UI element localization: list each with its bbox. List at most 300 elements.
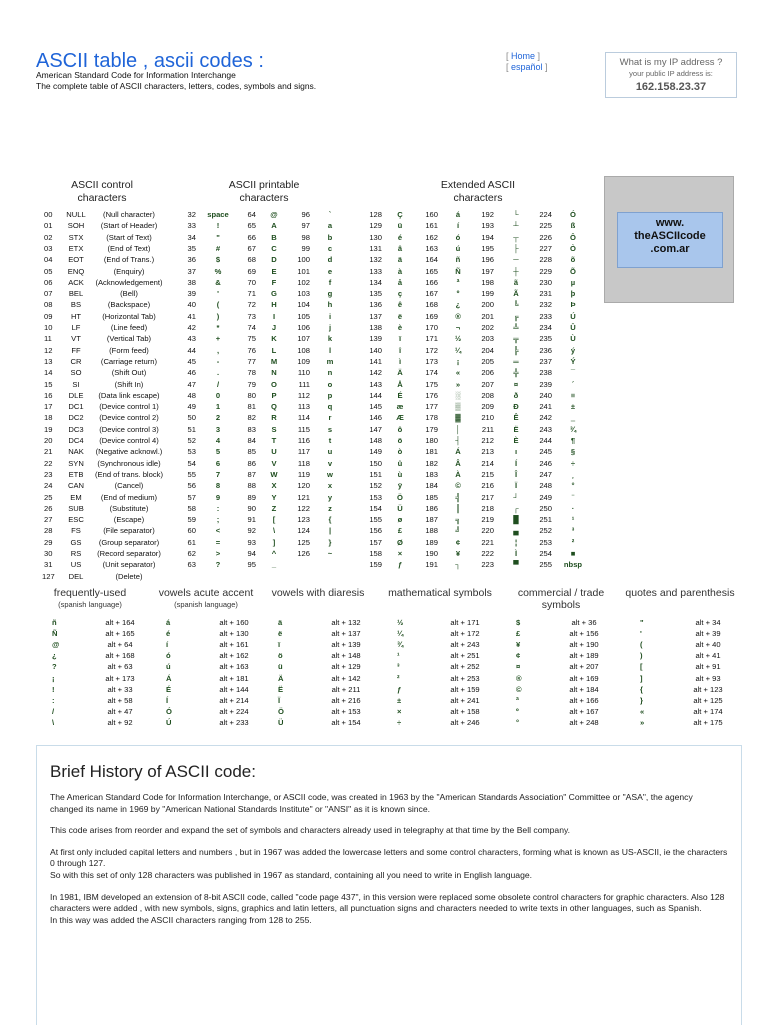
alt-code: alt + 164 xyxy=(105,618,135,627)
table-row xyxy=(0,299,768,310)
control-abbr: VT xyxy=(71,334,81,344)
printable-char: R xyxy=(271,413,277,423)
control-abbr: DLE xyxy=(68,390,84,400)
control-code: 27 xyxy=(44,515,53,525)
alt-code: alt + 92 xyxy=(107,717,133,727)
printable-code: 56 xyxy=(187,481,196,491)
printable-char: 2 xyxy=(215,413,221,423)
printable-code: 94 xyxy=(247,549,256,558)
extended-code: 200 xyxy=(481,300,494,310)
printable-char: * xyxy=(216,323,220,332)
table-row xyxy=(0,232,768,243)
extended-code: 196 xyxy=(481,255,494,265)
extended-code: 250 xyxy=(539,503,552,513)
printable-char: ^ xyxy=(271,549,277,558)
symbol-char: ü xyxy=(278,662,283,672)
symbol-char: ² xyxy=(397,673,400,683)
printable-code: 74 xyxy=(247,323,256,332)
extended-char: ã xyxy=(513,277,519,287)
extended-code: 230 xyxy=(539,277,552,287)
extended-char: ‗ xyxy=(570,413,576,423)
extended-char: ¤ xyxy=(513,379,519,389)
control-abbr: EM xyxy=(70,492,82,502)
alt-code: alt + 207 xyxy=(569,662,599,672)
printable-code: 102 xyxy=(297,277,310,287)
printable-code: 118 xyxy=(297,458,310,468)
control-abbr: SI xyxy=(72,379,80,389)
extended-char: ─ xyxy=(513,255,519,265)
printable-code: 39 xyxy=(187,289,196,299)
printable-char: g xyxy=(327,289,333,299)
control-code: 20 xyxy=(44,436,53,445)
extended-char: Ý xyxy=(570,356,576,366)
extended-code: 191 xyxy=(425,560,438,570)
table-row xyxy=(0,379,768,390)
printable-code: 123 xyxy=(297,515,310,525)
printable-code: 120 xyxy=(297,481,310,491)
extended-char: ö xyxy=(397,436,403,445)
printable-code: 70 xyxy=(247,277,256,287)
extended-char: Å xyxy=(397,379,403,389)
symbol-char: ¹ xyxy=(397,651,400,661)
symbol-char: ? xyxy=(52,662,57,672)
symbol-char: « xyxy=(640,706,645,716)
printable-code: 48 xyxy=(187,390,196,400)
control-desc: (Carriage return) xyxy=(100,356,158,366)
printable-char: < xyxy=(215,526,221,536)
extended-code: 226 xyxy=(539,232,552,242)
control-desc: (End of Trans.) xyxy=(103,255,155,265)
extended-char: û xyxy=(397,458,403,468)
extended-char: Ü xyxy=(397,503,403,513)
control-desc: (Horizontal Tab) xyxy=(102,311,156,321)
table-row xyxy=(0,401,768,412)
extended-code: 174 xyxy=(425,368,438,378)
alt-code: alt + 216 xyxy=(331,695,361,705)
control-code: 00 xyxy=(44,210,53,219)
control-abbr: DC4 xyxy=(68,436,84,445)
control-desc: (Substitute) xyxy=(109,503,149,513)
extended-code: 147 xyxy=(369,424,382,434)
extended-code: 222 xyxy=(481,549,494,558)
printable-char: p xyxy=(327,390,333,400)
extended-char: Ò xyxy=(570,243,576,253)
table-row xyxy=(0,266,768,277)
extended-char: Ø xyxy=(397,537,403,547)
extended-char: é xyxy=(397,232,403,242)
extended-char: ÿ xyxy=(397,481,403,491)
table-row xyxy=(0,503,768,514)
printable-code: 111 xyxy=(298,379,310,389)
nav-espanol: [ español ] xyxy=(506,62,548,72)
table-row xyxy=(0,435,768,446)
symbol-char: ñ xyxy=(52,618,57,627)
printable-code: 45 xyxy=(187,356,196,366)
symbol-char: º xyxy=(516,706,519,716)
symbol-char: ª xyxy=(516,695,519,705)
control-abbr: ACK xyxy=(68,277,84,287)
extended-char: ╠ xyxy=(513,345,519,355)
printable-code: 91 xyxy=(247,515,256,525)
symbol-char: ¥ xyxy=(516,640,521,650)
control-code: 05 xyxy=(44,266,53,276)
extended-char: þ xyxy=(570,289,576,299)
extended-code: 227 xyxy=(539,243,552,253)
extended-char: § xyxy=(570,447,576,457)
control-desc: (Device control 3) xyxy=(99,424,159,434)
symbol-char: ó xyxy=(166,651,171,661)
table-row xyxy=(0,537,768,548)
extended-code: 216 xyxy=(481,481,494,491)
page-title: ASCII table , ascii codes : xyxy=(36,50,264,72)
extended-char: ¨ xyxy=(571,492,575,502)
printable-code: 67 xyxy=(247,243,256,253)
printable-code: 71 xyxy=(247,289,256,299)
printable-char: _ xyxy=(271,560,277,570)
symbol-char: ¼ xyxy=(397,629,404,639)
control-code: 07 xyxy=(44,289,53,299)
table-row xyxy=(0,492,768,503)
extended-char: ╦ xyxy=(513,334,519,344)
printable-char: V xyxy=(271,458,277,468)
printable-char: ) xyxy=(216,311,220,321)
symbol-char: : xyxy=(52,695,55,705)
symbol-char: \ xyxy=(52,717,55,727)
extended-code: 251 xyxy=(539,515,552,525)
extended-char: à xyxy=(397,266,403,276)
extended-char: │ xyxy=(455,424,461,434)
printable-code: 119 xyxy=(297,469,310,479)
espanol-link[interactable]: español xyxy=(511,62,543,72)
extended-char: ║ xyxy=(455,503,461,513)
printable-char: % xyxy=(214,266,222,276)
extended-char: ¬ xyxy=(455,323,461,332)
control-code: 28 xyxy=(44,526,53,536)
control-desc: (Backspace) xyxy=(107,300,151,310)
ip-label[interactable]: What is my IP address ? xyxy=(619,57,723,68)
extended-char: ┴ xyxy=(513,221,519,231)
alt-code: alt + 132 xyxy=(331,618,361,627)
control-desc: (Record separator) xyxy=(97,549,161,558)
printable-char: ` xyxy=(328,210,332,219)
printable-char: A xyxy=(271,221,277,231)
printable-char: 0 xyxy=(215,390,221,400)
table-row xyxy=(0,412,768,423)
control-abbr: RS xyxy=(70,549,82,558)
extended-code: 148 xyxy=(369,436,382,445)
printable-char: H xyxy=(271,300,277,310)
extended-char: ø xyxy=(397,515,403,525)
control-desc: (Shift Out) xyxy=(111,368,147,378)
extended-code: 247 xyxy=(539,469,552,479)
alt-code: alt + 161 xyxy=(219,640,249,650)
extended-char: Á xyxy=(455,447,461,457)
printable-char: m xyxy=(326,356,334,366)
list-item xyxy=(0,706,768,717)
printable-code: 109 xyxy=(297,356,310,366)
extended-code: 153 xyxy=(369,492,382,502)
printable-char: + xyxy=(215,334,221,344)
table-row xyxy=(0,243,768,254)
printable-char: t xyxy=(328,436,332,445)
extended-code: 141 xyxy=(369,356,382,366)
printable-code: 80 xyxy=(247,390,256,400)
printable-char: a xyxy=(327,221,333,231)
extended-code: 152 xyxy=(369,481,382,491)
extended-code: 193 xyxy=(481,221,494,231)
extended-char: ┐ xyxy=(455,560,461,570)
printable-char: 9 xyxy=(215,492,221,502)
printable-code: 61 xyxy=(187,537,196,547)
extended-char: Ö xyxy=(397,492,403,502)
printable-code: 106 xyxy=(297,323,310,332)
printable-code: 82 xyxy=(247,413,256,423)
extended-char: Ä xyxy=(397,368,403,378)
extended-code: 159 xyxy=(369,560,382,570)
printable-code: 79 xyxy=(247,379,256,389)
extended-code: 210 xyxy=(481,413,494,423)
symbol-char: ¤ xyxy=(516,662,521,672)
alt-code: alt + 190 xyxy=(569,640,599,650)
printable-char: T xyxy=(271,436,277,445)
symbol-char: " xyxy=(640,618,644,627)
table-row xyxy=(0,333,768,344)
alt-code: alt + 47 xyxy=(107,706,133,716)
table-row xyxy=(0,548,768,559)
ip-sublabel: your public IP address is: xyxy=(629,69,713,78)
extended-code: 223 xyxy=(481,560,494,570)
alt-code: alt + 39 xyxy=(695,629,721,639)
extended-char: ╣ xyxy=(455,492,461,502)
printable-char: 4 xyxy=(215,436,221,445)
extended-code: 162 xyxy=(425,232,438,242)
alt-code: alt + 63 xyxy=(107,662,133,672)
printable-code: 50 xyxy=(187,413,196,423)
extended-code: 248 xyxy=(539,481,552,491)
extended-code: 235 xyxy=(539,334,552,344)
printable-code: 58 xyxy=(187,503,196,513)
extended-char: ³ xyxy=(571,526,575,536)
alt-code: alt + 129 xyxy=(331,662,361,672)
extended-code: 195 xyxy=(481,243,494,253)
control-desc: (Unit separator) xyxy=(102,560,156,570)
extended-code: 199 xyxy=(481,289,494,299)
printable-char: K xyxy=(271,334,277,344)
extended-code: 224 xyxy=(539,210,552,219)
extended-code: 240 xyxy=(539,390,552,400)
alt-code: alt + 144 xyxy=(219,684,249,694)
extended-code: 185 xyxy=(425,492,438,502)
extended-char: ┌ xyxy=(513,503,519,513)
extended-char: ß xyxy=(570,221,576,231)
extended-code: 165 xyxy=(425,266,438,276)
extended-char: ▄ xyxy=(513,526,519,536)
extended-code: 176 xyxy=(425,390,438,400)
printable-char: e xyxy=(327,266,333,276)
extended-char: · xyxy=(571,503,575,513)
extended-code: 246 xyxy=(539,458,552,468)
extended-char: ═ xyxy=(513,356,519,366)
extended-code: 198 xyxy=(481,277,494,287)
extended-char: ò xyxy=(397,447,403,457)
printable-char: J xyxy=(271,323,277,332)
printable-code: 125 xyxy=(297,537,310,547)
symbol-char: Ä xyxy=(278,673,284,683)
extended-char: Ú xyxy=(570,311,576,321)
alt-code: alt + 33 xyxy=(107,684,133,694)
section-title: commercial / trade symbols xyxy=(517,587,605,611)
symbol-char: © xyxy=(516,684,522,694)
printable-code: 85 xyxy=(247,447,256,457)
control-abbr: ESC xyxy=(68,515,84,525)
printable-char: [ xyxy=(272,515,276,525)
extended-code: 167 xyxy=(425,289,438,299)
printable-char: z xyxy=(328,503,332,513)
extended-char: » xyxy=(455,379,461,389)
list-item xyxy=(0,661,768,672)
extended-code: 181 xyxy=(425,447,438,457)
section-title: vowels with diaresis xyxy=(271,587,365,599)
home-link[interactable]: Home xyxy=(511,51,536,61)
alt-code: alt + 40 xyxy=(695,640,721,650)
printable-char: l xyxy=(328,345,332,355)
section-title: vowels acute accent xyxy=(158,587,254,599)
table-row xyxy=(0,356,768,367)
control-desc: (Escape) xyxy=(113,515,145,525)
extended-char: ¾ xyxy=(569,424,577,434)
printable-code: 95 xyxy=(247,560,256,570)
extended-code: 234 xyxy=(539,323,552,332)
section-subtitle: (spanish language) xyxy=(174,600,238,609)
printable-code: 35 xyxy=(187,243,196,253)
section-title: quotes and parenthesis xyxy=(625,587,735,599)
control-abbr: DC2 xyxy=(68,413,84,423)
symbol-char: [ xyxy=(640,662,643,672)
printable-char: ] xyxy=(272,537,276,547)
extended-char: á xyxy=(455,210,461,219)
alt-code: alt + 251 xyxy=(450,651,480,661)
printable-code: 52 xyxy=(187,436,196,445)
symbol-char: É xyxy=(166,684,172,694)
control-code: 24 xyxy=(44,481,53,491)
table-row xyxy=(0,514,768,525)
printable-char: = xyxy=(215,537,221,547)
alt-code: alt + 165 xyxy=(105,629,135,639)
control-code: 11 xyxy=(44,334,52,344)
extended-code: 249 xyxy=(539,492,552,502)
alt-code: alt + 93 xyxy=(695,673,721,683)
extended-code: 254 xyxy=(539,549,552,558)
symbol-char: í xyxy=(166,640,169,650)
extended-char: ä xyxy=(397,255,403,265)
alt-code: alt + 243 xyxy=(450,640,480,650)
extended-char: Þ xyxy=(570,300,576,310)
table-row xyxy=(0,458,768,469)
control-desc: (Line feed) xyxy=(110,323,148,332)
extended-char: ƒ xyxy=(397,560,403,570)
alt-code: alt + 248 xyxy=(569,717,599,727)
printable-code: 51 xyxy=(187,424,196,434)
control-abbr: CR xyxy=(70,356,82,366)
control-abbr: EOT xyxy=(68,255,84,265)
control-abbr: FF xyxy=(71,345,81,355)
extended-code: 138 xyxy=(369,323,382,332)
control-desc: (File separator) xyxy=(103,526,155,536)
extended-char: Î xyxy=(514,469,518,479)
extended-code: 177 xyxy=(425,402,438,412)
control-abbr: CAN xyxy=(67,481,85,491)
control-desc: (Acknowledgement) xyxy=(95,277,163,287)
symbol-char: Ë xyxy=(278,684,284,694)
extended-code: 206 xyxy=(481,368,494,378)
extended-code: 157 xyxy=(369,537,382,547)
printable-code: 99 xyxy=(301,243,310,253)
control-abbr: ETX xyxy=(68,243,84,253)
section-subtitle: (spanish language) xyxy=(58,600,122,609)
printable-code: 110 xyxy=(297,368,310,378)
list-item xyxy=(0,695,768,706)
table-row xyxy=(0,322,768,333)
symbol-char: @ xyxy=(52,640,60,650)
extended-char: © xyxy=(455,481,461,491)
printable-code: 64 xyxy=(247,210,256,219)
alt-code: alt + 130 xyxy=(219,629,249,639)
extended-char: Ë xyxy=(513,424,519,434)
printable-char: Y xyxy=(271,492,277,502)
extended-code: 244 xyxy=(539,436,552,445)
extended-code: 170 xyxy=(425,323,438,332)
symbol-char: $ xyxy=(516,618,521,627)
ip-value: 162.158.23.37 xyxy=(635,81,707,93)
printable-code: 112 xyxy=(297,390,310,400)
symbol-char: ( xyxy=(640,640,643,650)
alt-code: alt + 169 xyxy=(569,673,599,683)
control-code: 127 xyxy=(42,571,55,581)
extended-code: 232 xyxy=(539,300,552,310)
extended-code: 129 xyxy=(369,221,382,231)
control-code: 09 xyxy=(44,311,53,321)
printable-char: 5 xyxy=(215,447,221,457)
page-subtitle: American Standard Code for Information Interchange xyxy=(36,70,236,80)
extended-char: ╚ xyxy=(513,300,519,310)
printable-code: 103 xyxy=(297,289,310,299)
printable-code: 60 xyxy=(187,526,196,536)
printable-code: 43 xyxy=(187,334,196,344)
control-code: 02 xyxy=(44,232,53,242)
alt-code: alt + 163 xyxy=(219,662,249,672)
printable-code: 53 xyxy=(187,447,196,457)
alt-code: alt + 171 xyxy=(450,618,480,627)
extended-char: ° xyxy=(571,481,575,491)
extended-char: Í xyxy=(514,458,518,468)
extended-code: 143 xyxy=(369,379,382,389)
printable-code: 42 xyxy=(187,323,196,332)
extended-char: ¿ xyxy=(455,300,461,310)
alt-code: alt + 41 xyxy=(695,651,721,661)
extended-code: 169 xyxy=(425,311,438,321)
printable-char: k xyxy=(327,334,333,344)
printable-code: 96 xyxy=(301,210,310,219)
extended-code: 228 xyxy=(539,255,552,265)
history-panel xyxy=(36,745,742,1025)
printable-char: ' xyxy=(217,289,219,299)
control-abbr: SUB xyxy=(68,503,84,513)
extended-code: 144 xyxy=(369,390,382,400)
printable-code: 104 xyxy=(297,300,310,310)
extended-char: ¡ xyxy=(456,356,460,366)
printable-char: v xyxy=(327,458,333,468)
printable-char: L xyxy=(271,345,277,355)
